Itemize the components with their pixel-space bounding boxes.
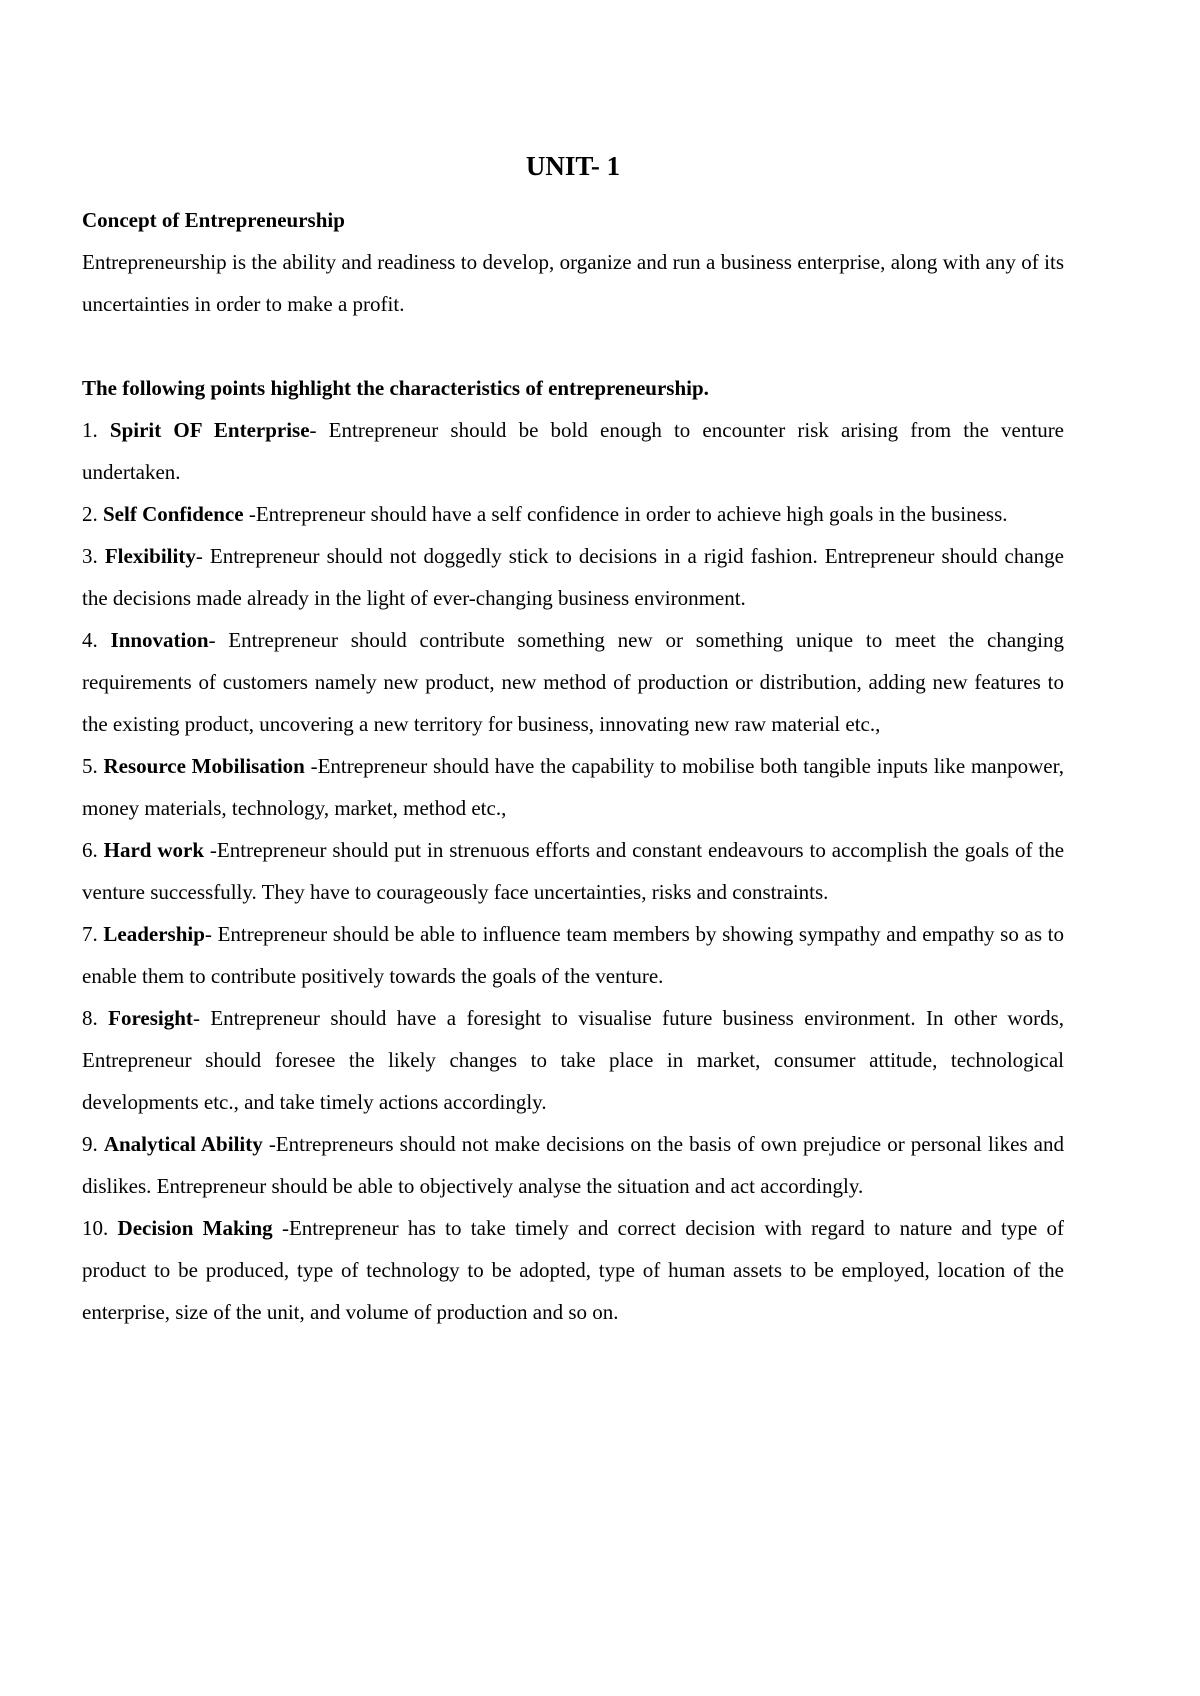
item-number: 6.	[82, 838, 98, 862]
characteristic-item	[82, 619, 1064, 745]
unit-title: UNIT- 1	[525, 151, 621, 181]
item-text: -Entrepreneur should have the capability to mobilise both tangible inputs like manpower, money materials, technology, market, method etc.,	[82, 754, 1065, 820]
item-number: 2.	[82, 502, 98, 526]
item-term: Analytical Ability	[103, 1132, 263, 1156]
item-text: -Entrepreneur should put in strenuous efforts and constant endeavours to accomplish the goals of the venture successfully. They have to courageously face uncertainties, risks and constraints.	[82, 838, 1065, 904]
characteristics-heading: The following points highlight the characteristics of entrepreneurship.	[82, 376, 709, 400]
item-text: - Entrepreneur should not doggedly stick to decisions in a rigid fashion. Entrepreneur should change the decisions made already in the light of ever-changing business environment.	[82, 544, 1064, 610]
characteristic-item	[82, 535, 1064, 619]
item-term: Flexibility	[104, 544, 196, 568]
item-text: -Entrepreneurs should not make decisions on the basis of own prejudice or personal likes and dislikes. Entrepreneur should be able to objectively analyse the situation and act accordingly.	[82, 1132, 1064, 1198]
document-body	[82, 199, 1064, 1333]
item-text: - Entrepreneur should be able to influence team members by showing sympathy and empathy so as to enable them to contribute positively towards the goals of the venture.	[82, 922, 1064, 988]
concept-heading: Concept of Entrepreneurship	[82, 208, 345, 232]
item-term: Spirit OF Enterprise	[109, 418, 310, 442]
item-number: 7.	[82, 922, 98, 946]
item-number: 8.	[82, 1006, 98, 1030]
item-text: -Entrepreneur has to take timely and correct decision with regard to nature and type of product to be produced, type of technology to be adopted, type of human assets to be employed, location of the enterprise, size of the unit, and volume of production and so on.	[82, 1216, 1064, 1324]
characteristic-item	[82, 409, 1064, 493]
item-text: - Entrepreneur should be bold enough to encounter risk arising from the venture undertaken.	[82, 418, 1065, 484]
item-term: Leadership	[103, 922, 205, 946]
item-term: Self Confidence	[103, 502, 244, 526]
item-number: 5.	[82, 754, 98, 778]
paragraph-spacer	[82, 325, 1064, 367]
item-number: 1.	[82, 418, 98, 442]
characteristic-item	[82, 829, 1064, 913]
characteristic-item	[82, 493, 1064, 535]
item-term: Decision Making	[117, 1216, 273, 1240]
characteristic-item	[82, 997, 1064, 1123]
item-number: 9.	[82, 1132, 98, 1156]
item-text: - Entrepreneur should have a foresight to visualise future business environment. In other words, Entrepreneur should foresee the likely changes to take place in market, consumer attitude, technological developments etc., and take timely actions accordingly.	[82, 1006, 1065, 1114]
item-number: 3.	[82, 544, 98, 568]
item-number: 4.	[82, 628, 98, 652]
characteristic-item	[82, 1207, 1064, 1333]
characteristic-item	[82, 1123, 1064, 1207]
characteristic-item	[82, 745, 1064, 829]
item-text: -Entrepreneur should have a self confidence in order to achieve high goals in the business.	[243, 502, 1008, 526]
item-term: Innovation	[110, 628, 209, 652]
item-number: 10.	[82, 1216, 109, 1240]
concept-definition: Entrepreneurship is the ability and readiness to develop, organize and run a business enterprise, along with any of its uncertainties in order to make a profit.	[82, 250, 1064, 316]
item-text: - Entrepreneur should contribute something new or something unique to meet the changing requirements of customers namely new product, new method of production or distribution, adding new features to the existing product, uncovering a new territory for business, innovating new raw material etc.,	[82, 628, 1064, 736]
item-term: Foresight	[108, 1006, 193, 1030]
characteristic-item	[82, 913, 1064, 997]
item-term: Hard work	[103, 838, 205, 862]
item-term: Resource Mobilisation	[103, 754, 305, 778]
